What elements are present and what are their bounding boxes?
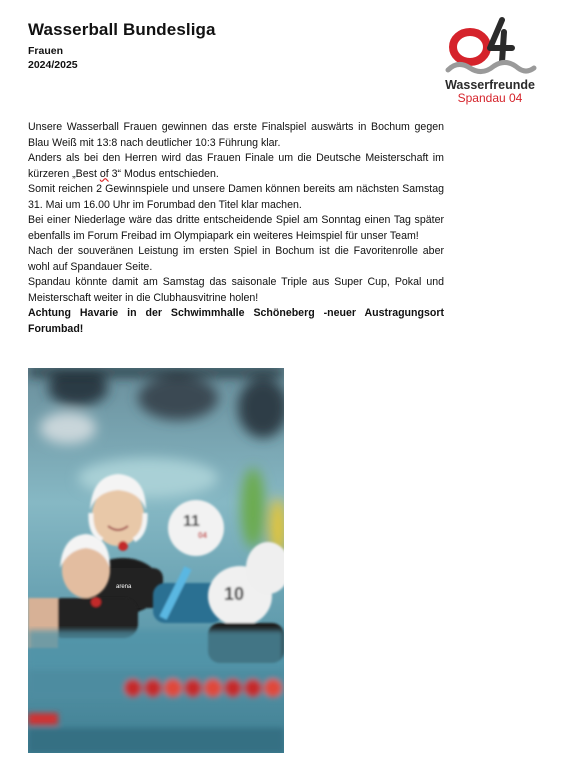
cap-number-10: 10 (224, 584, 245, 604)
team-photo-illustration (28, 368, 284, 753)
paragraph-format (28, 151, 444, 182)
swimsuit-brand: arena (116, 584, 132, 590)
paragraph-next-game: Somit reichen 2 Gewinnspiele und unsere Damen können bereits am nächsten Samstag 31. Mai um 16.00 Uhr im Forumbad den Titel klar machen. (28, 183, 444, 211)
cap-logo: 04 (198, 531, 207, 540)
logo-line1: Wasserfreunde (445, 78, 535, 92)
paragraph-format-part1: Anders als bei den Herren wird das Frauen Finale um die Deutsche Meisterschaft im kürzeren „Best (28, 152, 444, 180)
paragraph-decider: Bei einer Niederlage wäre das dritte entscheidende Spiel am Sonntag einen Tag später ebenfalls im Forum Freibad im Olympiapark ein weiteres Heimspiel für unser Team! (28, 214, 444, 242)
team-photo (28, 368, 284, 753)
club-logo (440, 14, 540, 106)
logo-line2: Spandau 04 (457, 91, 523, 105)
category-label: Frauen (28, 45, 64, 57)
paragraph-triple: Spandau könnte damit am Samstag das saisonale Triple aus Super Cup, Pokal und Meisterschaft weiter in die Clubhausvitrine holen! (28, 276, 444, 304)
cap-number-11: 11 (183, 513, 200, 530)
article-body (28, 120, 444, 337)
spellcheck-word: of (99, 167, 109, 180)
page-title: Wasserball Bundesliga (28, 20, 216, 39)
header (28, 20, 216, 72)
season-label: 2024/2025 (28, 59, 78, 71)
logo-zero-shape (453, 32, 487, 62)
paragraph-favorite: Nach der souveränen Leistung im ersten Spiel in Bochum ist die Favoritenrolle aber wohl auf Spandauer Seite. (28, 245, 444, 273)
paragraph-format-part2: 3“ Modus entschieden. (108, 167, 219, 180)
logo-wave (448, 62, 534, 71)
venue-notice: Achtung Havarie in der Schwimmhalle Schöneberg -neuer Austragungsort Forumbad! (28, 307, 444, 335)
logo-four-shape (490, 20, 512, 62)
paragraph-result: Unsere Wasserball Frauen gewinnen das erste Finalspiel auswärts in Bochum gegen Blau Weiß mit 13:8 nach deutlicher 10:3 Führung klar. (28, 121, 444, 149)
